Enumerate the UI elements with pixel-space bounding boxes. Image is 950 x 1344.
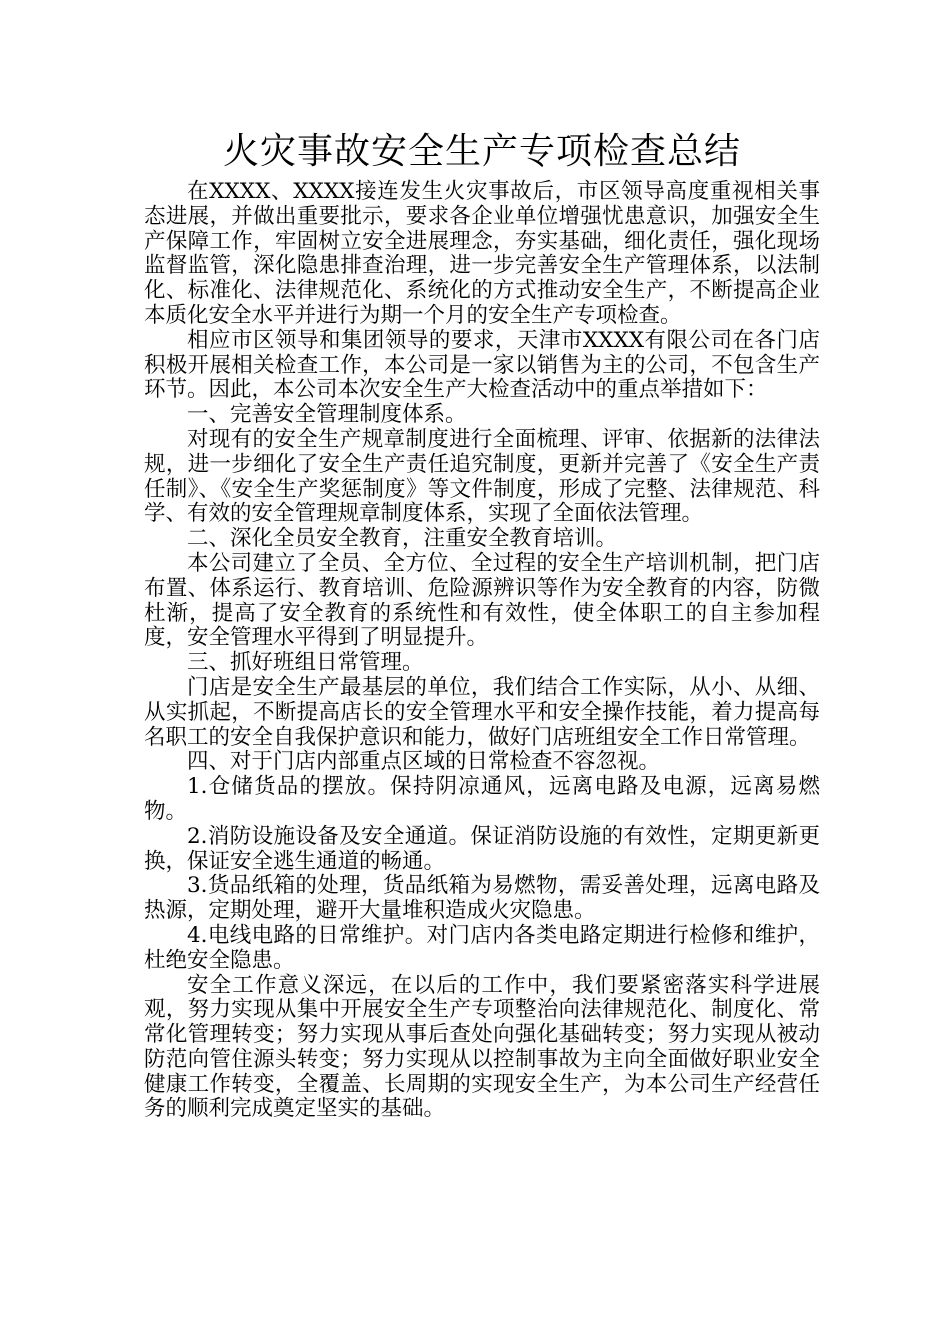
- paragraph-section-2: 本公司建立了全员、全方位、全过程的安全生产培训机制，把门店布置、体系运行、教育培训、危险源辨识等作为安全教育的内容，防微杜渐，提高了安全教育的系统性和有效性，使全体职工的自主参加程度，安全管理水平得到了明显提升。: [144, 550, 820, 651]
- list-item-4: 4.电线电路的日常维护。对门店内各类电路定期进行检修和维护，杜绝安全隐患。: [144, 922, 820, 973]
- section-heading-3: 三、抓好班组日常管理。: [187, 650, 424, 676]
- section-heading-1: 一、完善安全管理制度体系。: [187, 402, 467, 428]
- section-heading-4: 四、对于门店内部重点区域的日常检查不容忽视。: [187, 749, 661, 775]
- paragraph-response: 相应市区领导和集团领导的要求，天津市XXXX有限公司在各门店积极开展相关检查工作，本公司是一家以销售为主的公司，不包含生产环节。因此，本公司本次安全生产大检查活动中的重点举措如下：: [144, 327, 820, 403]
- paragraph-section-1: 对现有的安全生产规章制度进行全面梳理、评审、依据新的法律法规，进一步细化了安全生产责任追究制度，更新并完善了《安全生产责任制》、《安全生产奖惩制度》等文件制度，形成了完整、法律规范、科学、有效的安全管理规章制度体系，实现了全面依法管理。: [144, 426, 820, 527]
- paragraph-section-3: 门店是安全生产最基层的单位，我们结合工作实际，从小、从细、从实抓起，不断提高店长的安全管理水平和安全操作技能，着力提高每名职工的安全自我保护意识和能力，做好门店班组安全工作日常管理。: [144, 674, 820, 750]
- document-page: [144, 128, 820, 1122]
- paragraph-intro: 在XXXX、XXXX接连发生火灾事故后，市区领导高度重视相关事态进展，并做出重要批示，要求各企业单位增强忧患意识，加强安全生产保障工作，牢固树立安全进展理念，夯实基础，细化责任，强化现场监督监管，深化隐患排查治理，进一步完善安全生产管理体系，以法制化、标准化、法律规范化、系统化的方式推动安全生产，不断提高企业本质化安全水平并进行为期一个月的安全生产专项检查。: [144, 179, 820, 328]
- paragraph-conclusion: 安全工作意义深远，在以后的工作中，我们要紧密落实科学进展观，努力实现从集中开展安全生产专项整治向法律规范化、制度化、常常化管理转变；努力实现从事后查处向强化基础转变；努力实现从被动防范向管住源头转变；努力实现从以控制事故为主向全面做好职业安全健康工作转变，全覆盖、长周期的实现安全生产，为本公司生产经营任务的顺利完成奠定坚实的基础。: [144, 972, 820, 1122]
- list-item-2: 2.消防设施设备及安全通道。保证消防设施的有效性，定期更新更换，保证安全逃生通道的畅通。: [144, 823, 820, 874]
- document-title: 火灾事故安全生产专项检查总结: [222, 131, 741, 172]
- section-heading-2: 二、深化全员安全教育，注重安全教育培训。: [187, 526, 618, 552]
- list-item-1: 1.仓储货品的摆放。保持阴凉通风，远离电路及电源，远离易燃物。: [144, 774, 820, 824]
- list-item-3: 3.货品纸箱的处理，货品纸箱为易燃物，需妥善处理，远离电路及热源，定期处理，避开大量堆积造成火灾隐患。: [144, 873, 820, 924]
